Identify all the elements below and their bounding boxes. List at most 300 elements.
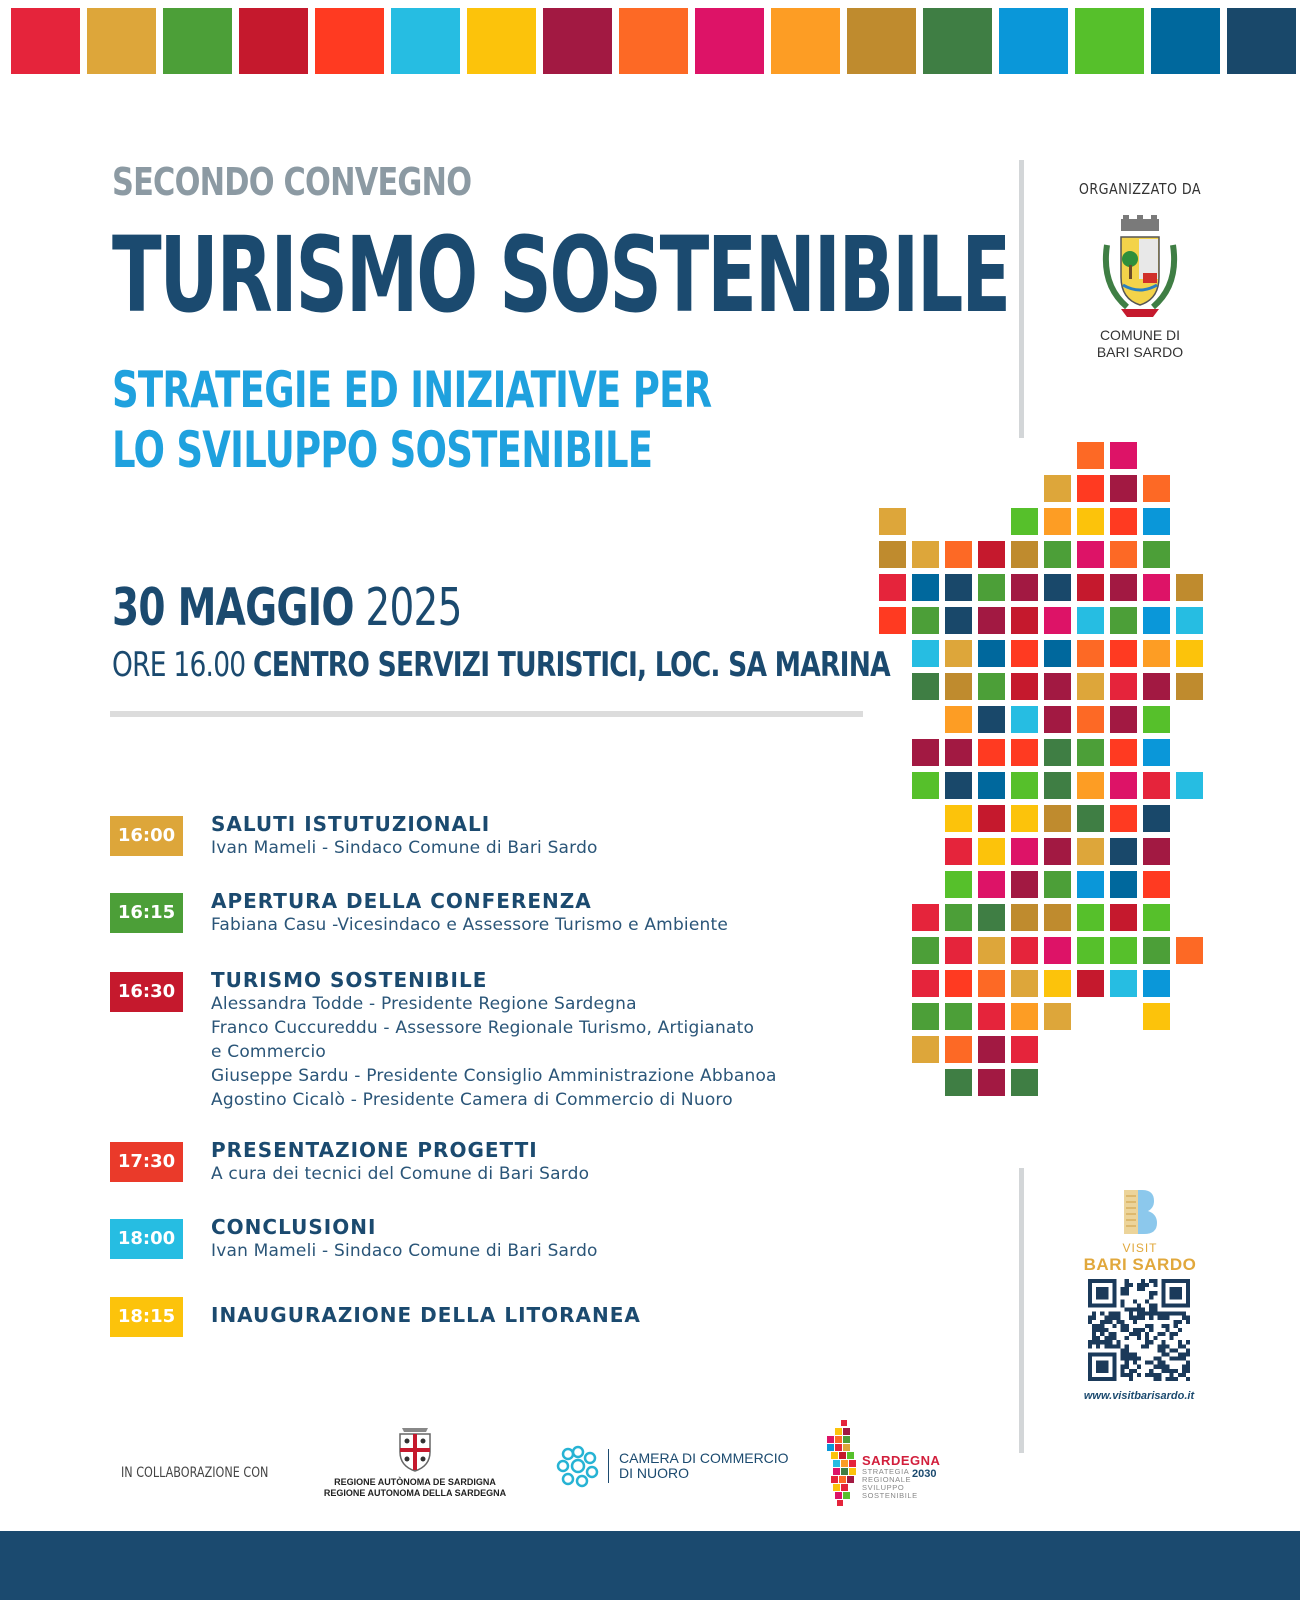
qr-module xyxy=(1170,1287,1182,1299)
map-tile xyxy=(945,937,972,964)
qr-module xyxy=(1141,1279,1145,1283)
qr-module xyxy=(1178,1373,1182,1377)
event-date-year: 2025 xyxy=(365,578,462,638)
event-kicker: SECONDO CONVEGNO xyxy=(112,160,472,204)
qr-module xyxy=(1149,1303,1153,1307)
regione-sardegna-logo xyxy=(315,1428,515,1499)
qr-module xyxy=(1137,1303,1141,1307)
qr-module xyxy=(1100,1320,1104,1324)
qr-module xyxy=(1104,1344,1108,1348)
qr-module xyxy=(1121,1291,1125,1295)
map-tile xyxy=(1143,904,1170,931)
map-tile xyxy=(912,640,939,667)
qr-code-icon[interactable] xyxy=(1088,1279,1190,1381)
qr-module xyxy=(1141,1287,1145,1291)
comune-crest-icon xyxy=(1097,215,1183,321)
sdg-color-square xyxy=(467,8,536,74)
map-tile xyxy=(1143,937,1170,964)
map-tile xyxy=(1176,937,1203,964)
qr-module xyxy=(1178,1352,1182,1356)
qr-module xyxy=(1092,1328,1096,1332)
map-tile xyxy=(912,772,939,799)
qr-module xyxy=(1125,1324,1129,1328)
qr-module xyxy=(1121,1373,1125,1377)
map-tile xyxy=(978,706,1005,733)
qr-module xyxy=(1174,1369,1178,1373)
qr-module xyxy=(1153,1291,1157,1295)
qr-module xyxy=(1186,1320,1190,1324)
qr-module xyxy=(1133,1332,1137,1336)
qr-module xyxy=(1174,1348,1178,1352)
map-tile xyxy=(879,541,906,568)
map-tile xyxy=(978,937,1005,964)
map-tile xyxy=(1077,508,1104,535)
qr-module xyxy=(1186,1348,1190,1352)
agenda-item-title: CONCLUSIONI xyxy=(211,1215,377,1239)
map-tile xyxy=(1077,805,1104,832)
qr-module xyxy=(1112,1316,1116,1320)
map-tile xyxy=(1077,442,1104,469)
map-tile xyxy=(945,1069,972,1096)
map-tile xyxy=(978,838,1005,865)
qr-module xyxy=(1161,1369,1165,1373)
qr-module xyxy=(1092,1340,1096,1344)
qr-module xyxy=(1182,1373,1186,1377)
map-tile xyxy=(1143,673,1170,700)
qr-module xyxy=(1104,1328,1108,1332)
qr-module xyxy=(1149,1373,1153,1377)
map-tile xyxy=(1110,475,1137,502)
qr-module xyxy=(1174,1324,1178,1328)
map-tile xyxy=(978,805,1005,832)
map-tile xyxy=(1110,574,1137,601)
subtitle-line-2: LO SVILUPPO SOSTENIBILE xyxy=(112,421,653,479)
qr-module xyxy=(1161,1344,1165,1348)
map-tile xyxy=(1077,772,1104,799)
qr-module xyxy=(1137,1328,1141,1332)
qr-module xyxy=(1129,1369,1133,1373)
qr-module xyxy=(1186,1316,1190,1320)
qr-module xyxy=(1182,1365,1186,1369)
organizer-name-line-2: BARI SARDO xyxy=(1096,344,1184,360)
map-tile xyxy=(1110,838,1137,865)
qr-module xyxy=(1100,1324,1104,1328)
qr-module xyxy=(1141,1344,1145,1348)
qr-module xyxy=(1100,1312,1104,1316)
camera-commercio-logo xyxy=(556,1444,789,1488)
regione-name-italian: REGIONE AUTONOMA DELLA SARDEGNA xyxy=(323,1488,507,1498)
visit-url-link[interactable]: www.visitbarisardo.it xyxy=(1083,1390,1195,1402)
qr-module xyxy=(1117,1340,1121,1344)
qr-module xyxy=(1121,1357,1125,1361)
right-divider-top xyxy=(1019,160,1024,438)
qr-module xyxy=(1182,1316,1186,1320)
map-tile xyxy=(1011,607,1038,634)
qr-module xyxy=(1174,1320,1178,1324)
qr-module xyxy=(1145,1312,1149,1316)
qr-module xyxy=(1121,1299,1125,1303)
map-tile xyxy=(1143,805,1170,832)
map-tile xyxy=(1077,970,1104,997)
qr-module xyxy=(1186,1377,1190,1381)
qr-module xyxy=(1125,1352,1129,1356)
qr-module xyxy=(1137,1312,1141,1316)
qr-module xyxy=(1092,1324,1096,1328)
map-tile xyxy=(1077,574,1104,601)
qr-module xyxy=(1125,1361,1129,1365)
qr-module xyxy=(1149,1328,1153,1332)
qr-module xyxy=(1141,1328,1145,1332)
map-tile xyxy=(1143,475,1170,502)
agenda-speaker: Giuseppe Sardu - Presidente Consiglio Amministrazione Abbanoa xyxy=(211,1066,777,1086)
sdg-color-square xyxy=(543,8,612,74)
map-tile xyxy=(945,706,972,733)
agenda-time-badge: 16:00 xyxy=(110,816,183,856)
map-tile xyxy=(978,970,1005,997)
map-tile xyxy=(1176,772,1203,799)
qr-module xyxy=(1178,1328,1182,1332)
qr-module xyxy=(1153,1365,1157,1369)
qr-module xyxy=(1182,1352,1186,1356)
map-tile xyxy=(945,1036,972,1063)
map-tile xyxy=(879,574,906,601)
srs-sub-1: STRATEGIA xyxy=(862,1467,910,1476)
qr-module xyxy=(1125,1308,1129,1312)
map-tile xyxy=(912,904,939,931)
map-tile xyxy=(945,1003,972,1030)
qr-module xyxy=(1174,1377,1178,1381)
qr-module xyxy=(1137,1316,1141,1320)
map-tile xyxy=(1110,640,1137,667)
qr-module xyxy=(1133,1299,1137,1303)
qr-module xyxy=(1161,1332,1165,1336)
agenda-speaker: Agostino Cicalò - Presidente Camera di Commercio di Nuoro xyxy=(211,1090,733,1110)
qr-module xyxy=(1157,1332,1161,1336)
qr-module xyxy=(1145,1344,1149,1348)
map-tile xyxy=(1044,673,1071,700)
qr-module xyxy=(1178,1340,1182,1344)
event-place xyxy=(112,645,890,685)
qr-module xyxy=(1145,1332,1149,1336)
agenda-speaker: A cura dei tecnici del Comune di Bari Sardo xyxy=(211,1164,590,1184)
qr-module xyxy=(1166,1344,1170,1348)
map-tile xyxy=(1044,739,1071,766)
map-tile xyxy=(879,607,906,634)
agenda-item-title: INAUGURAZIONE DELLA LITORANEA xyxy=(211,1303,641,1327)
qr-module xyxy=(1096,1340,1100,1344)
sdg-color-square xyxy=(163,8,232,74)
map-tile xyxy=(1110,508,1137,535)
agenda-time-badge: 18:15 xyxy=(110,1297,183,1337)
event-subtitle xyxy=(112,360,711,480)
qr-module xyxy=(1100,1328,1104,1332)
qr-module xyxy=(1125,1357,1129,1361)
qr-module xyxy=(1108,1332,1112,1336)
map-tile xyxy=(945,673,972,700)
header-divider xyxy=(110,711,863,717)
qr-module xyxy=(1182,1312,1186,1316)
map-tile xyxy=(1176,607,1203,634)
map-tile xyxy=(1110,442,1137,469)
visit-bari-sardo-logo xyxy=(1080,1188,1200,1275)
qr-module xyxy=(1157,1316,1161,1320)
map-tile xyxy=(1044,772,1071,799)
subtitle-line-1: STRATEGIE ED INIZIATIVE PER xyxy=(112,361,712,419)
map-tile xyxy=(1077,904,1104,931)
map-tile xyxy=(1044,541,1071,568)
map-tile xyxy=(1110,805,1137,832)
srs-year: 2030 xyxy=(912,1468,937,1480)
qr-module xyxy=(1117,1316,1121,1320)
sdg-color-square xyxy=(923,8,992,74)
qr-module xyxy=(1088,1320,1092,1324)
qr-module xyxy=(1166,1369,1170,1373)
agenda-item-title: SALUTI ISTUTUZIONALI xyxy=(211,812,491,836)
qr-module xyxy=(1153,1357,1157,1361)
qr-module xyxy=(1133,1352,1137,1356)
qr-module xyxy=(1104,1320,1108,1324)
map-tile xyxy=(1044,871,1071,898)
map-tile xyxy=(1077,739,1104,766)
qr-module xyxy=(1182,1357,1186,1361)
sdg-color-square xyxy=(771,8,840,74)
map-tile xyxy=(1011,937,1038,964)
qr-module xyxy=(1166,1316,1170,1320)
map-tile xyxy=(1044,508,1071,535)
map-tile xyxy=(1044,640,1071,667)
qr-module xyxy=(1112,1324,1116,1328)
qr-module xyxy=(1088,1340,1092,1344)
map-tile xyxy=(1044,706,1071,733)
visit-b-icon xyxy=(1120,1188,1160,1236)
sdg-color-square xyxy=(1075,8,1144,74)
qr-module xyxy=(1153,1336,1157,1340)
qr-module xyxy=(1129,1316,1133,1320)
qr-module xyxy=(1137,1283,1141,1287)
qr-module xyxy=(1153,1377,1157,1381)
map-tile xyxy=(978,574,1005,601)
regione-crest-icon xyxy=(396,1428,434,1472)
qr-module xyxy=(1125,1348,1129,1352)
srs-sub-3: SVILUPPO xyxy=(862,1483,905,1492)
qr-module xyxy=(1096,1328,1100,1332)
right-divider-bottom xyxy=(1019,1168,1024,1453)
agenda-item-title: TURISMO SOSTENIBILE xyxy=(211,968,488,992)
sdg-color-square xyxy=(391,8,460,74)
map-tile xyxy=(1143,541,1170,568)
map-tile xyxy=(1176,673,1203,700)
qr-module xyxy=(1096,1361,1108,1373)
qr-module xyxy=(1157,1312,1161,1316)
qr-module xyxy=(1153,1373,1157,1377)
qr-module xyxy=(1137,1373,1141,1377)
map-tile xyxy=(1176,574,1203,601)
qr-module xyxy=(1125,1328,1129,1332)
qr-module xyxy=(1161,1365,1165,1369)
qr-module xyxy=(1104,1316,1108,1320)
qr-module xyxy=(1117,1312,1121,1316)
map-tile xyxy=(1110,970,1137,997)
map-tile xyxy=(978,1036,1005,1063)
qr-module xyxy=(1121,1324,1125,1328)
sdg-color-square xyxy=(619,8,688,74)
map-tile xyxy=(1011,739,1038,766)
map-tile xyxy=(1143,772,1170,799)
qr-module xyxy=(1125,1344,1129,1348)
qr-module xyxy=(1129,1332,1133,1336)
map-tile xyxy=(1044,805,1071,832)
map-tile xyxy=(1044,838,1071,865)
srs-sub-2: REGIONALE xyxy=(862,1475,912,1484)
map-tile xyxy=(1011,904,1038,931)
qr-module xyxy=(1092,1332,1096,1336)
map-tile xyxy=(1110,904,1137,931)
qr-module xyxy=(1112,1344,1116,1348)
qr-module xyxy=(1182,1369,1186,1373)
qr-module xyxy=(1137,1357,1141,1361)
qr-module xyxy=(1133,1357,1137,1361)
qr-module xyxy=(1149,1312,1153,1316)
qr-module xyxy=(1137,1287,1141,1291)
qr-module xyxy=(1170,1373,1174,1377)
qr-module xyxy=(1161,1348,1165,1352)
map-tile xyxy=(945,640,972,667)
organizer-name xyxy=(1060,327,1220,361)
qr-module xyxy=(1137,1332,1141,1336)
event-time: ORE 16.00 xyxy=(112,645,246,685)
qr-module xyxy=(1149,1291,1153,1295)
qr-module xyxy=(1157,1348,1161,1352)
map-tile xyxy=(1176,640,1203,667)
map-tile xyxy=(1011,805,1038,832)
qr-module xyxy=(1157,1365,1161,1369)
qr-module xyxy=(1088,1344,1092,1348)
map-tile xyxy=(1011,640,1038,667)
map-tile xyxy=(1143,1003,1170,1030)
qr-module xyxy=(1129,1308,1133,1312)
qr-module xyxy=(1145,1373,1149,1377)
qr-module xyxy=(1096,1287,1108,1299)
qr-module xyxy=(1141,1283,1145,1287)
qr-module xyxy=(1166,1365,1170,1369)
qr-module xyxy=(1174,1312,1178,1316)
qr-module xyxy=(1157,1373,1161,1377)
qr-module xyxy=(1161,1312,1165,1316)
map-tile xyxy=(1110,607,1137,634)
camera-separator xyxy=(608,1449,609,1483)
map-tile xyxy=(978,739,1005,766)
map-tile xyxy=(1044,937,1071,964)
qr-module xyxy=(1149,1295,1153,1299)
regione-name-sardinian: REGIONE AUTÒNOMA DE SARDIGNA xyxy=(334,1477,496,1487)
qr-module xyxy=(1153,1283,1157,1287)
map-tile xyxy=(912,574,939,601)
qr-module xyxy=(1121,1328,1125,1332)
map-tile xyxy=(1011,1069,1038,1096)
agenda-speaker: Ivan Mameli - Sindaco Comune di Bari Sardo xyxy=(211,1241,598,1261)
sdg-color-square xyxy=(847,8,916,74)
qr-module xyxy=(1121,1303,1125,1307)
qr-module xyxy=(1145,1324,1149,1328)
map-tile xyxy=(978,904,1005,931)
map-tile xyxy=(912,1003,939,1030)
qr-module xyxy=(1092,1336,1096,1340)
map-tile xyxy=(945,838,972,865)
qr-module xyxy=(1125,1287,1129,1291)
qr-module xyxy=(1137,1365,1141,1369)
qr-module xyxy=(1108,1336,1112,1340)
qr-module xyxy=(1166,1352,1170,1356)
map-tile xyxy=(1044,904,1071,931)
sdg-color-square xyxy=(87,8,156,74)
camera-name xyxy=(619,1451,789,1481)
qr-module xyxy=(1149,1340,1153,1344)
qr-module xyxy=(1153,1303,1157,1307)
map-tile xyxy=(1110,772,1137,799)
footer-band xyxy=(0,1531,1300,1600)
qr-module xyxy=(1166,1377,1170,1381)
event-title: TURISMO SOSTENIBILE xyxy=(112,214,1009,336)
qr-module xyxy=(1133,1320,1137,1324)
qr-module xyxy=(1100,1340,1104,1344)
qr-module xyxy=(1178,1344,1182,1348)
map-tile xyxy=(1077,706,1104,733)
qr-module xyxy=(1186,1352,1190,1356)
map-tile xyxy=(912,541,939,568)
qr-module xyxy=(1112,1312,1116,1316)
qr-module xyxy=(1170,1357,1174,1361)
map-tile xyxy=(1011,706,1038,733)
map-tile xyxy=(1077,640,1104,667)
agenda-time-badge: 16:15 xyxy=(110,893,183,933)
qr-module xyxy=(1149,1308,1153,1312)
qr-module xyxy=(1117,1344,1121,1348)
qr-module xyxy=(1149,1279,1153,1283)
map-tile xyxy=(978,1069,1005,1096)
map-tile xyxy=(912,1036,939,1063)
map-tile xyxy=(1011,574,1038,601)
map-tile xyxy=(1143,871,1170,898)
sdg-color-square xyxy=(999,8,1068,74)
map-tile xyxy=(945,574,972,601)
qr-module xyxy=(1166,1324,1170,1328)
camera-name-line-1: CAMERA DI COMMERCIO xyxy=(619,1450,789,1466)
qr-module xyxy=(1178,1320,1182,1324)
map-tile xyxy=(1143,574,1170,601)
map-tile xyxy=(945,739,972,766)
qr-module xyxy=(1174,1332,1178,1336)
map-tile xyxy=(1044,475,1071,502)
qr-module xyxy=(1186,1369,1190,1373)
qr-module xyxy=(1170,1332,1174,1336)
event-location: CENTRO SERVIZI TURISTICI, LOC. SA MARINA xyxy=(253,645,890,685)
sdg-color-bar xyxy=(11,8,1296,74)
qr-module xyxy=(1153,1308,1157,1312)
qr-module xyxy=(1096,1324,1100,1328)
qr-module xyxy=(1145,1283,1149,1287)
map-tile xyxy=(912,937,939,964)
map-tile xyxy=(978,673,1005,700)
qr-module xyxy=(1141,1316,1145,1320)
qr-module xyxy=(1145,1299,1149,1303)
qr-module xyxy=(1145,1340,1149,1344)
qr-module xyxy=(1137,1336,1141,1340)
qr-module xyxy=(1145,1361,1149,1365)
qr-module xyxy=(1153,1279,1157,1283)
event-date xyxy=(112,578,462,638)
qr-module xyxy=(1108,1320,1112,1324)
visit-town: BARI SARDO xyxy=(1083,1255,1197,1274)
